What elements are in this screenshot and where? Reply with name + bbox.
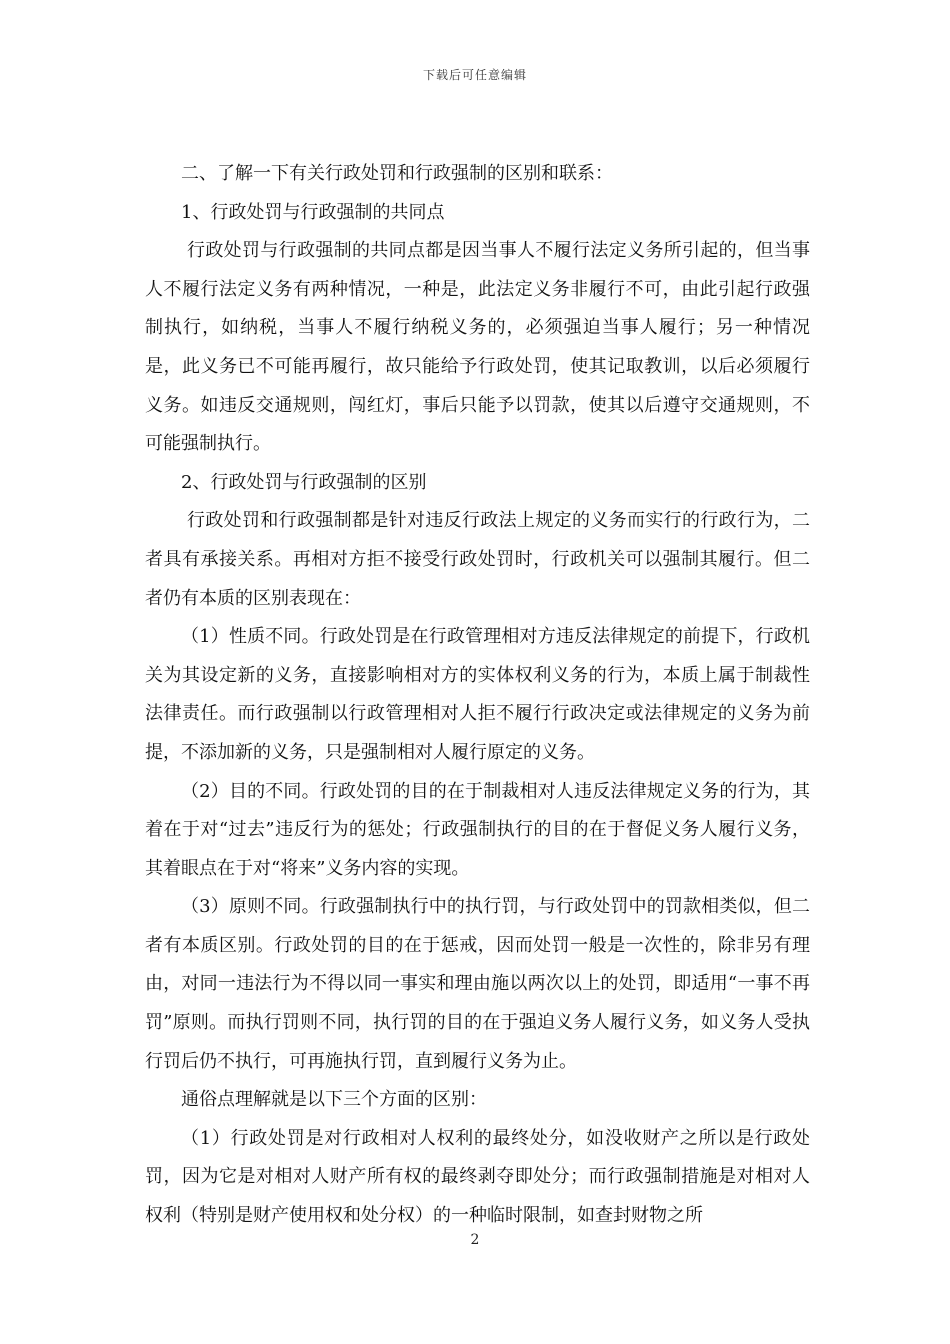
document-body [145, 155, 810, 1236]
paragraph-differences-intro: 行政处罚和行政强制都是针对违反行政法上规定的义务而实行的行政行为，二者具有承接关系。再相对方拒不接受行政处罚时，行政机关可以强制其履行。但二者仍有本质的区别表现在： [145, 510, 810, 609]
page-header: 下载后可任意编辑 [422, 68, 527, 82]
paragraph-point-one: （1）行政处罚是对行政相对人权利的最终处分，如没收财产之所以是行政处罚，因为它是对相对人财产所有权的最终剥夺即处分；而行政强制措施是对相对人权利（特别是财产使用权和处分权）的一种临时限制，如查封财物之所 [145, 1127, 810, 1227]
page-number: 2 [470, 1232, 480, 1248]
paragraph-purpose-difference: （2）目的不同。行政处罚的目的在于制裁相对人违反法律规定义务的行为，其着在于对“过去”违反行为的惩处；行政强制执行的目的在于督促义务人履行义务，其着眼点在于对“将来”义务内容的实现。 [145, 780, 810, 879]
subsection-heading-common-points: 1、行政处罚与行政强制的共同点 [181, 201, 445, 223]
paragraph-nature-difference: （1）性质不同。行政处罚是在行政管理相对方违反法律规定的前提下，行政机关为其设定新的义务，直接影响相对方的实体权利义务的行为，本质上属于制裁性法律责任。而行政强制以行政管理相对人拒不履行行政决定或法律规定的义务为前提，不添加新的义务，只是强制相对人履行原定的义务。 [145, 626, 810, 763]
paragraph-principle-difference: （3）原则不同。行政强制执行中的执行罚，与行政处罚中的罚款相类似，但二者有本质区别。行政处罚的目的在于惩戒，因而处罚一般是一次性的，除非另有理由，对同一违法行为不得以同一事实和理由施以两次以上的处罚，即适用“一事不再罚”原则。而执行罚则不同，执行罚的目的在于强迫义务人履行义务，如义务人受执行罚后仍不执行，可再施执行罚，直到履行义务为止。 [145, 896, 810, 1072]
subsection-heading-differences: 2、行政处罚与行政强制的区别 [181, 471, 427, 493]
paragraph-plain-summary: 通俗点理解就是以下三个方面的区别： [181, 1089, 487, 1111]
section-heading: 二、了解一下有关行政处罚和行政强制的区别和联系： [181, 163, 613, 184]
paragraph-common-points: 行政处罚与行政强制的共同点都是因当事人不履行法定义务所引起的，但当事人不履行法定义务有两种情况，一种是，此法定义务非履行不可，由此引起行政强制执行，如纳税，当事人不履行纳税义务的，必须强迫当事人履行；另一种情况是，此义务已不可能再履行，故只能给予行政处罚，使其记取教训，以后必须履行义务。如违反交通规则，闯红灯，事后只能予以罚款，使其以后遵守交通规则，不可能强制执行。 [145, 240, 810, 455]
